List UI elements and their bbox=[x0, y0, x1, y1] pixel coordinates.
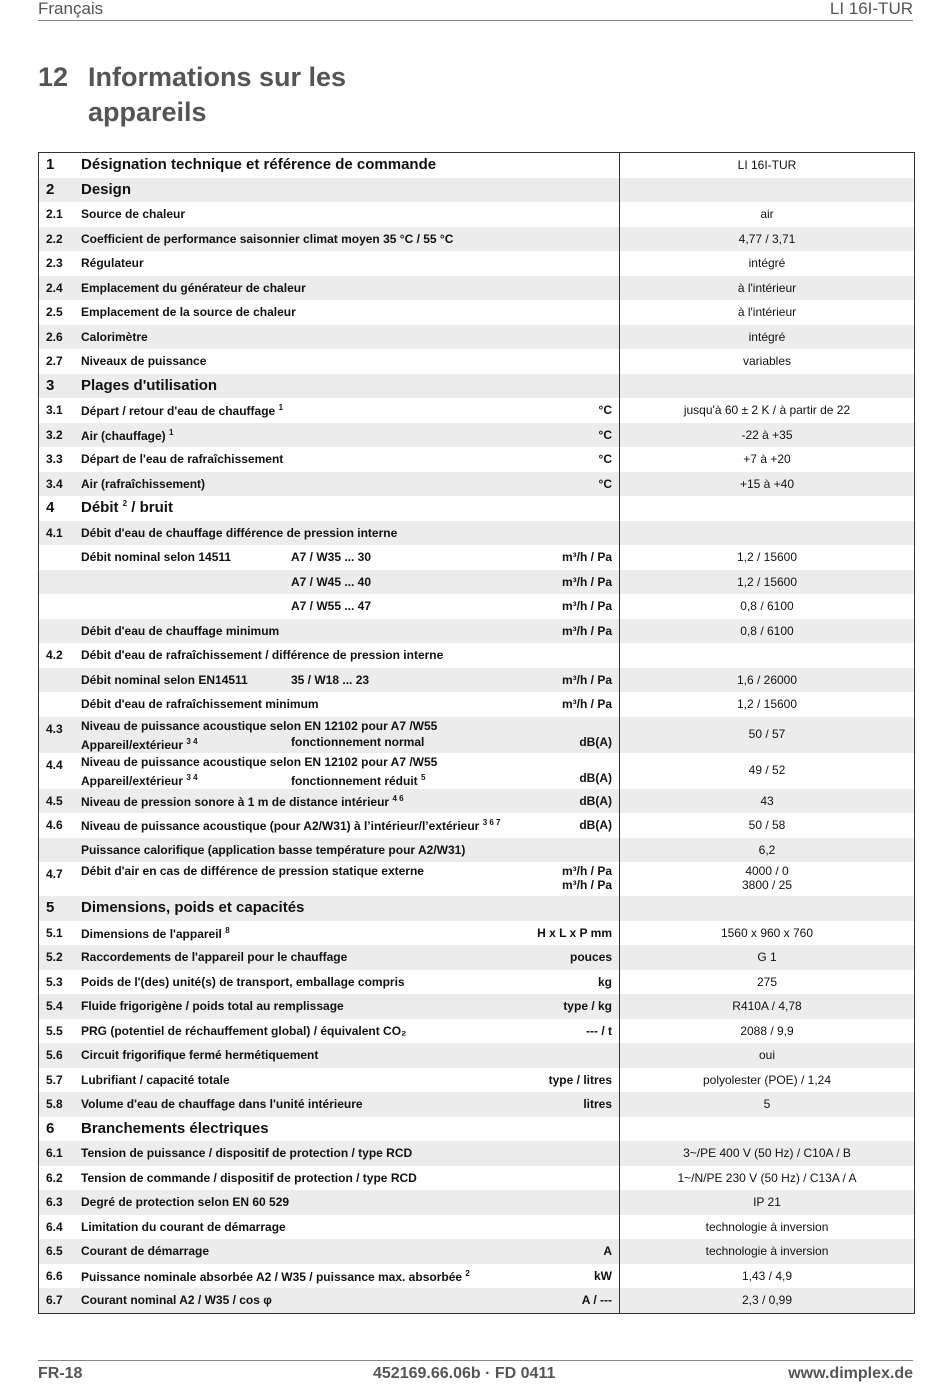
row-description: Débit d'eau de chauffage minimum bbox=[81, 623, 280, 638]
row-unit: dB(A) bbox=[579, 818, 612, 832]
row-description: Désignation technique et référence de commande bbox=[81, 156, 437, 173]
row-description: Débit d'air en cas de différence de pression statique externe bbox=[81, 864, 424, 878]
row-number: 4.2 bbox=[46, 648, 63, 662]
footnote-ref: 8 bbox=[225, 925, 230, 935]
row-unit: m³/h / Pa bbox=[561, 672, 612, 687]
row-value: 6,2 bbox=[619, 838, 914, 863]
row-number: 4.6 bbox=[46, 818, 63, 832]
row-value: G 1 bbox=[619, 945, 914, 970]
row-unit: dB(A) bbox=[579, 793, 612, 808]
table-row bbox=[39, 521, 914, 546]
row-number: 6.5 bbox=[46, 1244, 63, 1258]
row-number: 2.5 bbox=[46, 305, 63, 319]
table-row bbox=[39, 398, 914, 423]
row-condition: A7 / W35 ... 30 bbox=[291, 550, 372, 564]
table-row bbox=[39, 276, 914, 301]
table-row bbox=[39, 1166, 914, 1191]
row-description: Raccordements de l'appareil pour le chauffage bbox=[81, 950, 348, 964]
row-unit: m³/h / Pa bbox=[561, 623, 612, 638]
row-value: technologie à inversion bbox=[619, 1215, 914, 1240]
row-description: Débit nominal selon 14511 bbox=[81, 550, 232, 564]
table-row bbox=[39, 594, 914, 619]
row-value: 49 / 52 bbox=[619, 753, 914, 789]
row-value: air bbox=[619, 202, 914, 227]
row-value: variables bbox=[619, 349, 914, 374]
row-number: 4.3 bbox=[46, 721, 63, 736]
specs-table bbox=[38, 152, 915, 1314]
row-value: à l'intérieur bbox=[619, 300, 914, 325]
footnote-ref: 5 bbox=[421, 772, 426, 782]
table-row bbox=[39, 945, 914, 970]
row-description: Niveau de puissance acoustique selon EN 12102 pour A7 /W55 Appareil/extérieur $^{3 4}$ bbox=[81, 718, 438, 752]
row-value: technologie à inversion bbox=[619, 1239, 914, 1264]
row-description: Calorimètre bbox=[81, 329, 148, 344]
footnote-ref: 3 4 bbox=[186, 772, 198, 782]
row-description: Tension de commande / dispositif de protection / type RCD bbox=[81, 1170, 417, 1185]
row-value: 2088 / 9,9 bbox=[619, 1019, 914, 1044]
row-number: 5.5 bbox=[46, 1023, 63, 1038]
row-unit: type / kg bbox=[563, 999, 612, 1013]
row-number: 2 bbox=[46, 180, 55, 198]
row-number: 4.7 bbox=[46, 867, 63, 881]
header-language: Français bbox=[38, 0, 104, 18]
row-description: Fluide frigorigène / poids total au remplissage bbox=[81, 999, 344, 1013]
row-value: 50 / 57 bbox=[619, 717, 914, 753]
row-description: Source de chaleur bbox=[81, 207, 186, 221]
page-header bbox=[38, 0, 913, 21]
row-number: 4.5 bbox=[46, 793, 63, 808]
table-row bbox=[39, 300, 914, 325]
row-description: Poids de l'(des) unité(s) de transport, emballage compris bbox=[81, 974, 405, 989]
row-description: Plages d'utilisation bbox=[81, 376, 218, 394]
row-value: 1560 x 960 x 760 bbox=[619, 921, 914, 946]
table-row bbox=[39, 862, 914, 896]
row-description: Design bbox=[81, 180, 132, 198]
row-number: 5.1 bbox=[46, 925, 63, 940]
row-description: Niveau de pression sonore à 1 m de distance intérieur $^{4 6}$ bbox=[81, 793, 404, 809]
row-value bbox=[619, 178, 914, 203]
row-value bbox=[619, 1117, 914, 1142]
table-row bbox=[39, 1117, 914, 1142]
table-row bbox=[39, 349, 914, 374]
row-number: 6 bbox=[46, 1119, 55, 1137]
row-number: 6.6 bbox=[46, 1268, 63, 1283]
row-value: 0,8 / 6100 bbox=[619, 619, 914, 644]
row-description: Air (rafraîchissement) bbox=[81, 476, 206, 491]
table-row bbox=[39, 1043, 914, 1068]
row-number: 2.6 bbox=[46, 329, 63, 344]
row-number: 6.7 bbox=[46, 1293, 63, 1307]
footnote-ref: 3 6 7 bbox=[482, 818, 501, 827]
table-row bbox=[39, 1215, 914, 1240]
row-value: 1,2 / 15600 bbox=[619, 545, 914, 570]
footnote-ref: 2 bbox=[465, 1268, 470, 1278]
row-number: 5.2 bbox=[46, 950, 63, 964]
row-description: Débit nominal selon EN14511 bbox=[81, 672, 248, 687]
row-condition: fonctionnement normal bbox=[291, 734, 425, 749]
row-value: 43 bbox=[619, 789, 914, 814]
table-row bbox=[39, 1264, 914, 1289]
row-unit: °C bbox=[598, 403, 612, 417]
table-row bbox=[39, 447, 914, 472]
row-description: Air (chauffage) $^1$ bbox=[81, 427, 174, 443]
table-row bbox=[39, 1288, 914, 1313]
table-row bbox=[39, 374, 914, 399]
table-row bbox=[39, 545, 914, 570]
row-number: 5.8 bbox=[46, 1097, 63, 1111]
row-description: Branchements électriques bbox=[81, 1119, 269, 1137]
row-number: 6.4 bbox=[46, 1219, 63, 1234]
table-row bbox=[39, 753, 914, 789]
row-value: LI 16I-TUR bbox=[619, 153, 914, 178]
table-row bbox=[39, 325, 914, 350]
row-value: R410A / 4,78 bbox=[619, 994, 914, 1019]
row-unit: --- / t bbox=[586, 1023, 612, 1038]
row-unit: dB(A) bbox=[579, 770, 612, 785]
row-unit: m³/h / Pa bbox=[561, 697, 612, 711]
row-unit: dB(A) bbox=[579, 734, 612, 749]
row-unit: m³/h / Pa bbox=[561, 550, 612, 564]
row-number: 2.1 bbox=[46, 207, 63, 221]
row-number: 2.7 bbox=[46, 354, 63, 368]
row-value: +7 à +20 bbox=[619, 447, 914, 472]
table-row bbox=[39, 227, 914, 252]
row-description: Coefficient de performance saisonnier climat moyen 35 °C / 55 °C bbox=[81, 231, 454, 246]
row-value: 4000 / 0 3800 / 25 bbox=[619, 862, 914, 896]
table-row bbox=[39, 838, 914, 863]
table-row bbox=[39, 813, 914, 838]
row-description: Départ / retour d'eau de chauffage $^1$ bbox=[81, 403, 284, 418]
row-condition: A7 / W55 ... 47 bbox=[291, 599, 372, 613]
row-value: 1,6 / 26000 bbox=[619, 668, 914, 693]
row-description: Tension de puissance / dispositif de protection / type RCD bbox=[81, 1146, 413, 1160]
chapter-number: 12 bbox=[38, 62, 69, 92]
footnote-ref: 2 bbox=[122, 499, 128, 508]
table-row bbox=[39, 496, 914, 521]
row-description: Niveaux de puissance bbox=[81, 354, 207, 368]
row-number: 3.2 bbox=[46, 427, 63, 442]
row-value: +15 à +40 bbox=[619, 472, 914, 497]
row-number: 3 bbox=[46, 376, 55, 394]
row-value bbox=[619, 496, 914, 521]
table-row bbox=[39, 717, 914, 753]
row-description: Débit $^2$ / bruit bbox=[81, 499, 173, 516]
row-value: 4,77 / 3,71 bbox=[619, 227, 914, 252]
row-unit: °C bbox=[598, 476, 612, 491]
row-number: 5.7 bbox=[46, 1072, 63, 1087]
row-number: 5.4 bbox=[46, 999, 63, 1013]
row-value bbox=[619, 521, 914, 546]
row-description: Circuit frigorifique fermé hermétiquement bbox=[81, 1048, 319, 1062]
table-row bbox=[39, 1190, 914, 1215]
table-row bbox=[39, 994, 914, 1019]
row-description: Lubrifiant / capacité totale bbox=[81, 1072, 230, 1087]
row-condition: 35 / W18 ... 23 bbox=[291, 672, 370, 687]
table-row bbox=[39, 668, 914, 693]
table-row bbox=[39, 202, 914, 227]
footer-website: www.dimplex.de bbox=[788, 1365, 913, 1382]
table-row bbox=[39, 423, 914, 448]
row-description: Régulateur bbox=[81, 256, 144, 270]
row-description: Débit d'eau de chauffage différence de pression interne bbox=[81, 525, 398, 540]
row-number: 2.3 bbox=[46, 256, 63, 270]
row-value bbox=[619, 374, 914, 399]
table-row bbox=[39, 472, 914, 497]
row-number: 4.1 bbox=[46, 525, 63, 540]
row-description: Degré de protection selon EN 60 529 bbox=[81, 1195, 290, 1209]
row-description: Courant nominal A2 / W35 / cos φ bbox=[81, 1293, 272, 1307]
row-value bbox=[619, 643, 914, 668]
row-unit: °C bbox=[598, 427, 612, 442]
row-value: -22 à +35 bbox=[619, 423, 914, 448]
row-number: 3.3 bbox=[46, 452, 63, 466]
row-number: 5.6 bbox=[46, 1048, 63, 1062]
row-condition: fonctionnement réduit $^5$ bbox=[291, 772, 426, 788]
row-unit: type / litres bbox=[548, 1072, 612, 1087]
row-condition: A7 / W45 ... 40 bbox=[291, 574, 372, 589]
row-description: Limitation du courant de démarrage bbox=[81, 1219, 286, 1234]
row-number: 3.1 bbox=[46, 403, 63, 417]
row-unit: pouces bbox=[569, 950, 612, 964]
footnote-ref: 4 6 bbox=[392, 793, 404, 803]
row-value: 2,3 / 0,99 bbox=[619, 1288, 914, 1313]
table-row bbox=[39, 921, 914, 946]
row-value: 5 bbox=[619, 1092, 914, 1117]
row-description: Puissance nominale absorbée A2 / W35 / puissance max. absorbée $^2$ bbox=[81, 1268, 470, 1284]
footer-doc-number: 452169.66.06b · FD 0411 bbox=[373, 1365, 556, 1382]
row-number: 6.3 bbox=[46, 1195, 63, 1209]
row-value: 1,43 / 4,9 bbox=[619, 1264, 914, 1289]
row-description: Courant de démarrage bbox=[81, 1244, 210, 1258]
row-number: 4 bbox=[46, 499, 55, 516]
row-value: IP 21 bbox=[619, 1190, 914, 1215]
row-value bbox=[619, 896, 914, 921]
row-unit: kW bbox=[594, 1268, 612, 1283]
row-value: 1,2 / 15600 bbox=[619, 692, 914, 717]
table-row bbox=[39, 1239, 914, 1264]
row-value: oui bbox=[619, 1043, 914, 1068]
row-value: à l'intérieur bbox=[619, 276, 914, 301]
row-number: 4.4 bbox=[46, 757, 63, 772]
row-description: Dimensions de l'appareil $^8$ bbox=[81, 925, 230, 941]
row-number: 5.3 bbox=[46, 974, 63, 989]
row-value: intégré bbox=[619, 325, 914, 350]
row-value: jusqu'à 60 ± 2 K / à partir de 22 bbox=[619, 398, 914, 423]
row-number: 1 bbox=[46, 156, 55, 173]
table-row bbox=[39, 789, 914, 814]
table-row bbox=[39, 1092, 914, 1117]
row-value: polyolester (POE) / 1,24 bbox=[619, 1068, 914, 1093]
row-number: 3.4 bbox=[46, 476, 63, 491]
table-row bbox=[39, 896, 914, 921]
row-unit: kg bbox=[597, 974, 612, 989]
row-description: Débit d'eau de rafraîchissement / différence de pression interne bbox=[81, 648, 444, 662]
row-description: PRG (potentiel de réchauffement global) / équivalent CO₂ bbox=[81, 1023, 407, 1038]
table-row bbox=[39, 619, 914, 644]
row-value: 1,2 / 15600 bbox=[619, 570, 914, 595]
table-row bbox=[39, 692, 914, 717]
footer-page: FR-18 bbox=[38, 1365, 83, 1382]
chapter-heading: Informations sur les appareils bbox=[88, 62, 347, 127]
table-row bbox=[39, 1068, 914, 1093]
row-description: Emplacement de la source de chaleur bbox=[81, 305, 296, 319]
header-model: LI 16I-TUR bbox=[829, 0, 913, 18]
table-row bbox=[39, 643, 914, 668]
page-footer bbox=[38, 1360, 913, 1386]
footnote-ref: 1 bbox=[169, 427, 174, 437]
row-description: Dimensions, poids et capacités bbox=[81, 899, 305, 916]
row-description: Départ de l'eau de rafraîchissement bbox=[81, 452, 284, 466]
row-number: 6.2 bbox=[46, 1170, 63, 1185]
row-number: 2.2 bbox=[46, 231, 63, 246]
row-description: Puissance calorifique (application basse température pour A2/W31) bbox=[81, 842, 466, 857]
row-number: 6.1 bbox=[46, 1146, 63, 1160]
row-description: Débit d'eau de rafraîchissement minimum bbox=[81, 697, 319, 711]
row-unit: A / --- bbox=[581, 1293, 612, 1307]
row-unit: litres bbox=[583, 1097, 612, 1111]
table-row bbox=[39, 1019, 914, 1044]
row-value: 50 / 58 bbox=[619, 813, 914, 838]
row-unit: H x L x P mm bbox=[537, 925, 612, 940]
footnote-ref: 1 bbox=[278, 403, 284, 412]
row-value: 0,8 / 6100 bbox=[619, 594, 914, 619]
row-description: Niveau de puissance acoustique selon EN 12102 pour A7 /W55 Appareil/extérieur $^{3 4}$ bbox=[81, 754, 438, 788]
row-description: Volume d'eau de chauffage dans l'unité intérieure bbox=[81, 1097, 363, 1111]
table-row bbox=[39, 251, 914, 276]
row-unit: m³/h / Pa bbox=[561, 574, 612, 589]
table-row bbox=[39, 178, 914, 203]
row-number: 2.4 bbox=[46, 280, 63, 295]
row-unit: m³/h / Pa m³/h / Pa bbox=[561, 864, 612, 892]
row-unit: A bbox=[603, 1244, 612, 1258]
table-row bbox=[39, 1141, 914, 1166]
row-value: 275 bbox=[619, 970, 914, 995]
table-row bbox=[39, 153, 914, 178]
row-unit: m³/h / Pa bbox=[561, 599, 612, 613]
table-row bbox=[39, 970, 914, 995]
row-value: 3~/PE 400 V (50 Hz) / C10A / B bbox=[619, 1141, 914, 1166]
row-description: Niveau de puissance acoustique (pour A2/W31) à l’intérieur/l’extérieur $^{3 6 7}$ bbox=[81, 818, 501, 833]
table-row bbox=[39, 570, 914, 595]
row-description: Emplacement du générateur de chaleur bbox=[81, 280, 306, 295]
row-value: 1~/N/PE 230 V (50 Hz) / C13A / A bbox=[619, 1166, 914, 1191]
footnote-ref: 3 4 bbox=[186, 736, 198, 746]
row-value: intégré bbox=[619, 251, 914, 276]
row-unit: °C bbox=[598, 452, 612, 466]
row-number: 5 bbox=[46, 899, 55, 916]
